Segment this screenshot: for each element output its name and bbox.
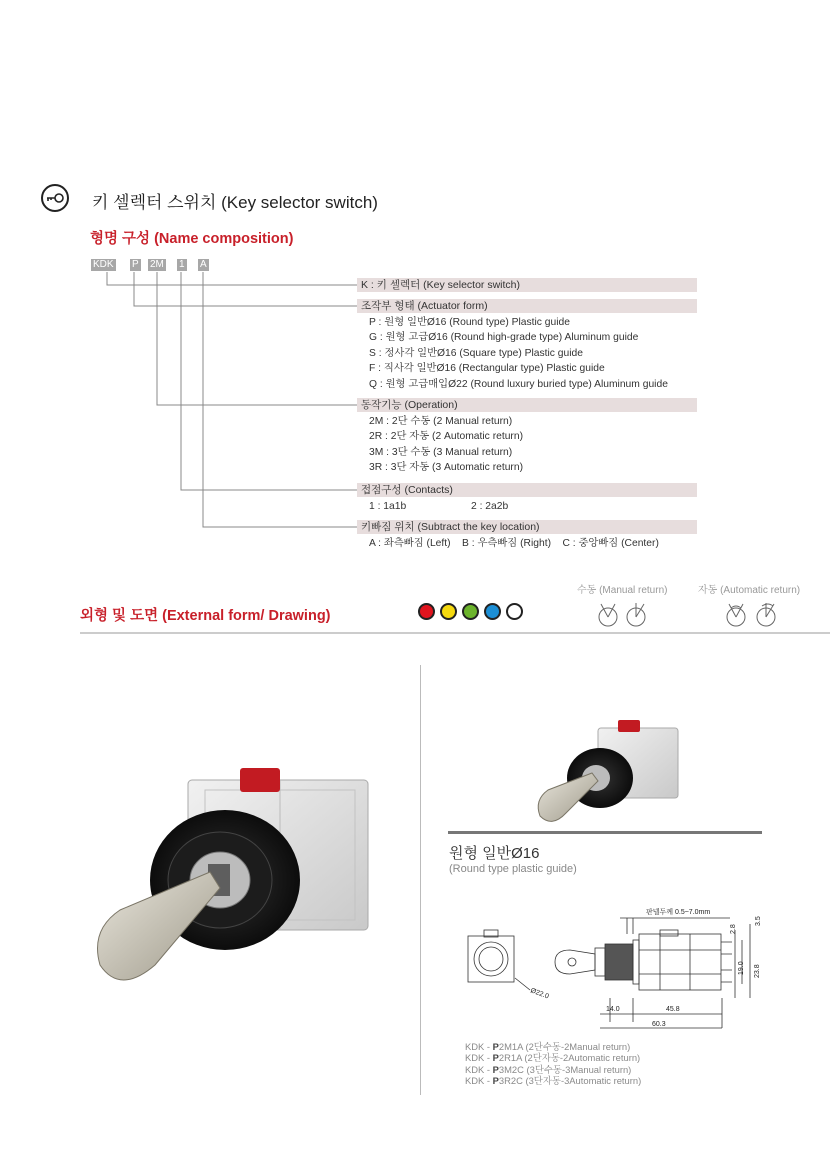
automatic-position-icon [724, 600, 784, 628]
list-item: F : 직사각 일반Ø16 (Rectangular type) Plastic guide [369, 363, 605, 375]
manual-return-label: 수동 (Manual return) [577, 585, 668, 596]
section-bar-actuator: 조작부 형태 (Actuator form) [357, 299, 697, 313]
code-part-actuator: P [132, 259, 139, 270]
dim-diameter: Ø22.0 [529, 987, 550, 1001]
list-item: Q : 원형 고급매입Ø22 (Round luxury buried type) Aluminum guide [369, 378, 668, 390]
code-part-kdk: KDK [93, 259, 114, 270]
panel-thickness-label: 판넬두께 0.5~7.0mm [646, 909, 711, 916]
product-photo-small [530, 718, 690, 828]
product-caption-ko: 원형 일반Ø16 [449, 845, 540, 862]
color-red [418, 603, 435, 620]
dim-60-3: 60.3 [652, 1021, 666, 1028]
list-item: KDK - P2M1A (2단수동-2Manual return) [465, 1041, 631, 1052]
section-bar-key-location: 키빠짐 위치 (Subtract the key location) [357, 520, 697, 534]
section-bar-operation: 동작기능 (Operation) [357, 398, 697, 412]
name-composition-title: 형명 구성 (Name composition) [90, 231, 294, 247]
list-item: KDK - P3M2C (3단수동-3Manual return) [465, 1063, 632, 1075]
product-caption-en: (Round type plastic guide) [449, 863, 577, 875]
color-blue [484, 603, 501, 620]
actuator-list [369, 315, 668, 392]
code-part-key-location: A [200, 259, 207, 270]
list-item: KDK - P2R1A (2단자동-2Automatic return) [465, 1052, 641, 1064]
key-location-list: A : 좌측빠짐 (Left) B : 우측빠짐 (Right) C : 중앙빠짐 (Center) [369, 538, 659, 549]
product-photo-large [80, 760, 390, 1010]
model-list [465, 1041, 641, 1087]
list-item: S : 정사각 일반Ø16 (Square type) Plastic guide [369, 347, 583, 359]
operation-list [369, 414, 523, 476]
color-white [506, 603, 523, 620]
automatic-return-label: 자동 (Automatic return) [698, 585, 801, 596]
external-form-title: 외형 및 도면 (External form/ Drawing) [80, 608, 331, 624]
list-item: 2M : 2단 수동 (2 Manual return) [369, 416, 513, 427]
section-bar-key: K : 키 셀렉터 (Key selector switch) [357, 278, 697, 292]
section-bar-contacts: 접점구성 (Contacts) [357, 483, 697, 497]
dim-3-5: 3.5 [755, 916, 762, 926]
list-item: G : 원형 고급Ø16 (Round high-grade type) Aluminum guide [369, 332, 639, 344]
dim-45-8: 45.8 [666, 1006, 680, 1013]
list-item: P : 원형 일반Ø16 (Round type) Plastic guide [369, 317, 571, 328]
list-item: 3R : 3단 자동 (3 Automatic return) [369, 462, 524, 474]
color-options [418, 603, 523, 620]
color-yellow [440, 603, 457, 620]
page-title: 키 셀렉터 스위치 (Key selector switch) [92, 193, 378, 212]
contacts-list-1: 1 : 1a1b [369, 501, 407, 512]
vertical-divider [420, 665, 421, 1095]
code-part-contacts: 1 [179, 259, 185, 270]
manual-position-icon [596, 600, 656, 628]
caption-rule [448, 831, 762, 834]
list-item: 2R : 2단 자동 (2 Automatic return) [369, 431, 524, 443]
section-divider [80, 632, 830, 634]
code-part-operation: 2M [150, 259, 164, 270]
dim-2-8: 2.8 [730, 924, 737, 934]
contacts-list-2: 2 : 2a2b [471, 501, 509, 512]
dim-14-0: 14.0 [606, 1006, 620, 1013]
list-item: 3M : 3단 수동 (3 Manual return) [369, 446, 513, 458]
dimension-drawing [460, 900, 780, 1035]
dim-19-0: 19.0 [738, 961, 745, 975]
dim-23-8: 23.8 [754, 964, 761, 978]
list-item: KDK - P3R2C (3단자동-3Automatic return) [465, 1075, 642, 1087]
color-green [462, 603, 479, 620]
